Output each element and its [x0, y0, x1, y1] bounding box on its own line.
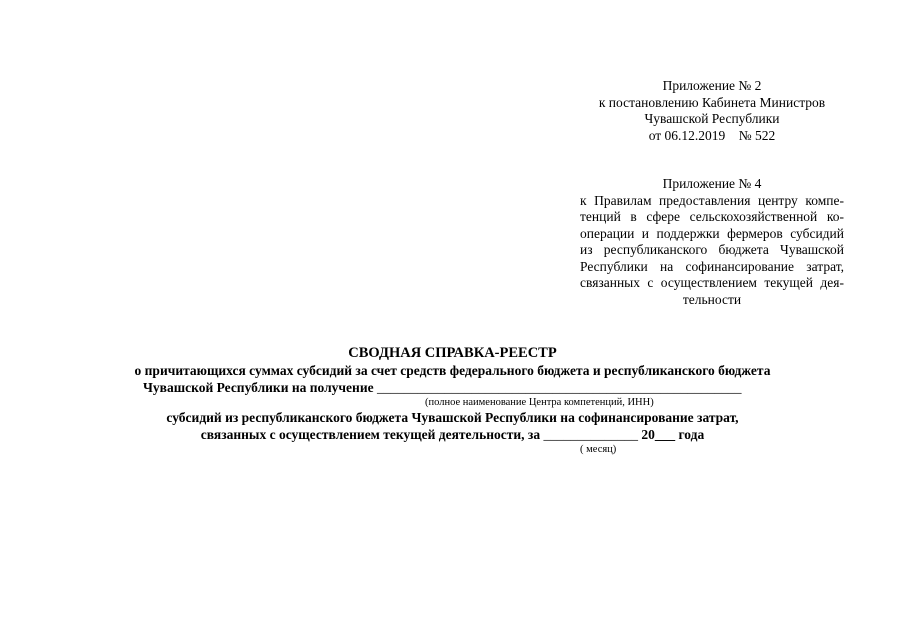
register-line-1: о причитающихся суммах субсидий за счет средств федерального бюджета и республиканского бюджета: [134, 363, 771, 378]
register-line-2: [0, 379, 905, 396]
register-line-4-text: связанных с осуществлением текущей деятельности, за: [200, 427, 544, 442]
register-title-block: [0, 345, 905, 456]
appendix-rules-heading: Приложение № 4: [662, 176, 762, 191]
appendix-rules-line-1: к Правилам предоставления центру компе-: [580, 192, 844, 208]
appendix-main-line-4: от 06.12.2019 № 522: [648, 127, 776, 143]
appendix-rules-line-7: тельности: [682, 291, 742, 307]
document-title: СВОДНАЯ СПРАВКА-РЕЕСТР: [348, 345, 557, 361]
month-blank: ______________: [543, 427, 638, 442]
register-line-3: субсидий из республиканского бюджета Чувашской Республики на софинансирование затрат,: [166, 410, 739, 425]
appendix-rules-line-2: тенций в сфере сельскохозяйственной ко-: [580, 209, 844, 224]
appendix-rules-line-5: Республики на софинансирование затрат,: [580, 258, 844, 274]
appendix-main-header: [580, 78, 844, 144]
appendix-main-line-1: Приложение № 2: [662, 78, 762, 93]
register-line-4: [0, 426, 905, 443]
recipient-name-blank: ______________________________________________________: [376, 380, 742, 395]
appendix-rules-line-4: из республиканского бюджета Чувашской: [580, 242, 844, 257]
appendix-rules-line-3: операции и поддержки фермеров субсидий: [580, 225, 844, 241]
year-field: 20___ года: [637, 427, 705, 442]
register-line-2-text: Чувашской Республики на получение: [143, 380, 377, 395]
recipient-name-hint: (полное наименование Центра компетенций, ИНН): [425, 397, 654, 408]
appendix-rules-line-6: связанных с осуществлением текущей дея-: [580, 275, 844, 290]
appendix-main-line-2: к постановлению Кабинета Министров: [598, 94, 826, 110]
month-hint: ( месяц): [580, 444, 617, 455]
appendix-main-line-3: Чувашской Республики: [644, 111, 780, 126]
appendix-rules-header: [580, 176, 844, 308]
